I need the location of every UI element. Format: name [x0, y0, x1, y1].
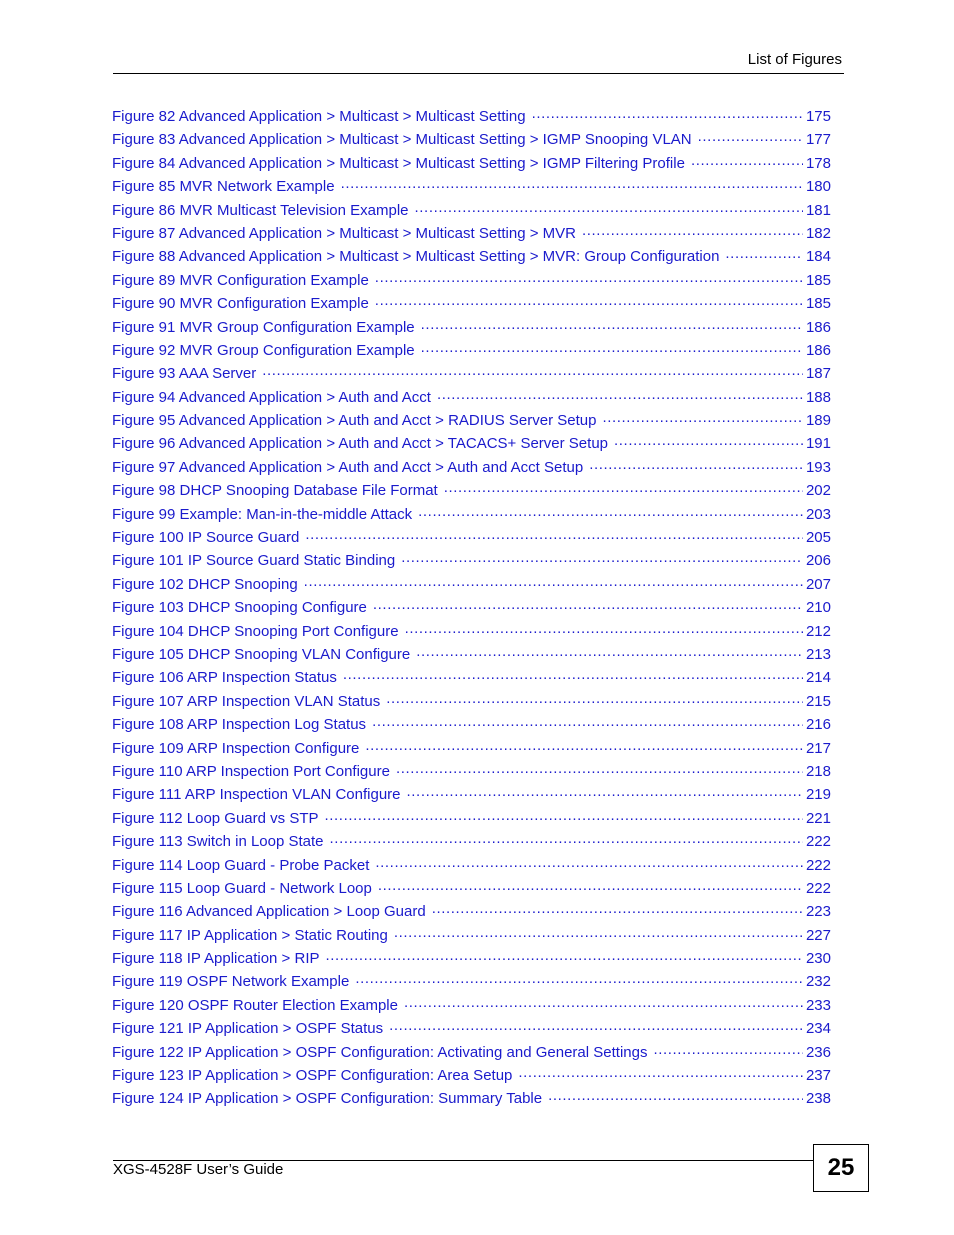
toc-entry-title: Figure 93 AAA Server — [112, 365, 257, 383]
dot-leader — [386, 691, 803, 706]
toc-entry-title: Figure 113 Switch in Loop State — [112, 833, 324, 851]
toc-entry-page: 238 — [805, 1090, 831, 1108]
toc-entry-link[interactable] — [112, 432, 831, 455]
toc-entry-page: 181 — [805, 201, 831, 219]
toc-entry-title: Figure 118 IP Application > RIP — [112, 950, 320, 968]
toc-entry-title: Figure 89 MVR Configuration Example — [112, 271, 369, 289]
toc-entry-link[interactable] — [112, 970, 831, 993]
toc-entry-page: 178 — [805, 154, 831, 172]
dot-leader — [405, 621, 803, 636]
dot-leader — [518, 1065, 803, 1080]
toc-entry-link[interactable] — [112, 105, 831, 128]
toc-entry-link[interactable] — [112, 596, 831, 619]
dot-leader — [330, 831, 803, 846]
dot-leader — [589, 457, 803, 472]
dot-leader — [421, 340, 803, 355]
toc-entry-page: 236 — [805, 1043, 831, 1061]
toc-entry-link[interactable] — [112, 152, 831, 175]
toc-entry-page: 214 — [805, 669, 831, 687]
toc-entry-link[interactable] — [112, 643, 831, 666]
dot-leader — [602, 410, 803, 425]
dot-leader — [401, 550, 803, 565]
toc-entry-title: Figure 86 MVR Multicast Television Example — [112, 201, 409, 219]
toc-entry-link[interactable] — [112, 479, 831, 502]
toc-entry-page: 216 — [805, 716, 831, 734]
toc-entry-title: Figure 112 Loop Guard vs STP — [112, 809, 319, 827]
toc-entry-link[interactable] — [112, 666, 831, 689]
toc-entry-link[interactable] — [112, 783, 831, 806]
toc-entry-title: Figure 102 DHCP Snooping — [112, 575, 298, 593]
toc-entry-page: 175 — [805, 108, 831, 125]
toc-entry-title: Figure 100 IP Source Guard — [112, 529, 300, 547]
toc-entry-title: Figure 104 DHCP Snooping Port Configure — [112, 622, 399, 640]
toc-entry-page: 177 — [805, 131, 831, 149]
toc-entry-page: 218 — [805, 762, 831, 780]
dot-leader — [548, 1088, 803, 1103]
toc-entry-title: Figure 94 Advanced Application > Auth and Acct — [112, 388, 431, 406]
dot-leader — [437, 387, 803, 402]
dot-leader — [614, 433, 803, 448]
dot-leader — [375, 855, 803, 870]
toc-entry-page: 193 — [805, 458, 831, 476]
toc-entry-title: Figure 120 OSPF Router Election Example — [112, 996, 398, 1014]
toc-entry-page: 222 — [805, 856, 831, 874]
toc-entry-title: Figure 115 Loop Guard - Network Loop — [112, 879, 372, 897]
toc-entry-page: 237 — [805, 1067, 831, 1085]
dot-leader — [326, 948, 803, 963]
dot-leader — [725, 246, 803, 261]
toc-entry-link[interactable] — [112, 1017, 831, 1040]
toc-entry-title: Figure 97 Advanced Application > Auth and Acct > Auth and Acct Setup — [112, 458, 584, 476]
dot-leader — [305, 527, 803, 542]
toc-entry-title: Figure 106 ARP Inspection Status — [112, 669, 337, 687]
toc-entry-title: Figure 91 MVR Group Configuration Example — [112, 318, 415, 336]
header-rule — [113, 73, 844, 74]
dot-leader — [653, 1042, 803, 1057]
toc-entry-title: Figure 98 DHCP Snooping Database File Format — [112, 482, 438, 500]
toc-entry-page: 180 — [805, 178, 831, 196]
dot-leader — [304, 574, 803, 589]
dot-leader — [404, 995, 803, 1010]
dot-leader — [325, 808, 803, 823]
toc-entry-link[interactable] — [112, 339, 831, 362]
dot-leader — [373, 597, 803, 612]
toc-entry-title: Figure 96 Advanced Application > Auth and Acct > TACACS+ Server Setup — [112, 435, 609, 453]
toc-entry-link[interactable] — [112, 549, 831, 572]
dot-leader — [365, 738, 803, 753]
dot-leader — [378, 878, 803, 893]
toc-entry-page: 185 — [805, 295, 831, 313]
toc-entry-page: 223 — [805, 903, 831, 921]
toc-entry-page: 186 — [805, 341, 831, 359]
toc-entry-link[interactable] — [112, 199, 831, 222]
toc-entry-page: 233 — [805, 996, 831, 1014]
toc-entry-link[interactable] — [112, 1041, 831, 1064]
toc-entry-page: 215 — [805, 692, 831, 710]
dot-leader — [415, 200, 803, 215]
toc-entry-link[interactable] — [112, 316, 831, 339]
toc-entry-page: 210 — [805, 599, 831, 617]
toc-entry-title: Figure 111 ARP Inspection VLAN Configure — [112, 786, 401, 804]
toc-entry-link[interactable] — [112, 362, 831, 385]
toc-entry-link[interactable] — [112, 222, 831, 245]
dot-leader — [389, 1018, 803, 1033]
page-number-box — [813, 1144, 869, 1192]
toc-entry-title: Figure 84 Advanced Application > Multicast > Multicast Setting > IGMP Filtering Profile — [112, 154, 685, 172]
dot-leader — [341, 176, 803, 191]
dot-leader — [691, 153, 803, 168]
toc-entry-link[interactable] — [112, 1087, 831, 1110]
toc-entry-link[interactable] — [112, 1064, 831, 1087]
toc-entry-title: Figure 82 Advanced Application > Multicast > Multicast Setting — [112, 108, 526, 125]
toc-entry-title: Figure 107 ARP Inspection VLAN Status — [112, 692, 381, 710]
toc-entry-page: 184 — [805, 248, 831, 266]
toc-entry-link[interactable] — [112, 947, 831, 970]
dot-leader — [582, 223, 803, 238]
toc-entry-title: Figure 122 IP Application > OSPF Configuration: Activating and General Settings — [112, 1043, 648, 1061]
toc-entry-link[interactable] — [112, 760, 831, 783]
toc-entry-title: Figure 105 DHCP Snooping VLAN Configure — [112, 645, 411, 663]
toc-entry-link[interactable] — [112, 877, 831, 900]
toc-entry-page: 187 — [805, 365, 831, 383]
toc-entry-page: 182 — [805, 224, 831, 242]
dot-leader — [375, 293, 803, 308]
dot-leader — [421, 317, 803, 332]
toc-entry-link[interactable] — [112, 269, 831, 292]
toc-entry-link[interactable] — [112, 830, 831, 853]
dot-leader — [407, 784, 803, 799]
toc-entry-page: 205 — [805, 529, 831, 547]
toc-entry-page: 232 — [805, 973, 831, 991]
toc-entry-page: 191 — [805, 435, 831, 453]
dot-leader — [432, 901, 803, 916]
toc-entry-link[interactable] — [112, 292, 831, 315]
toc-entry-link[interactable] — [112, 526, 831, 549]
dot-leader — [418, 504, 803, 519]
toc-entry-link[interactable] — [112, 620, 831, 643]
toc-entry-link[interactable] — [112, 175, 831, 198]
toc-entry-page: 186 — [805, 318, 831, 336]
toc-entry-link[interactable] — [112, 713, 831, 736]
toc-entry-page: 230 — [805, 950, 831, 968]
dot-leader — [698, 129, 803, 144]
toc-entry-title: Figure 114 Loop Guard - Probe Packet — [112, 856, 370, 874]
dot-leader — [444, 480, 803, 495]
toc-entry-page: 212 — [805, 622, 831, 640]
toc-entry-title: Figure 109 ARP Inspection Configure — [112, 739, 360, 757]
toc-entry-link[interactable] — [112, 994, 831, 1017]
dot-leader — [394, 925, 803, 940]
dot-leader — [416, 644, 803, 659]
toc-entry-title: Figure 87 Advanced Application > Multicast > Multicast Setting > MVR — [112, 224, 576, 242]
toc-entry-page: 222 — [805, 833, 831, 851]
toc-entry-title: Figure 101 IP Source Guard Static Binding — [112, 552, 396, 570]
toc-entry-page: 222 — [805, 879, 831, 897]
toc-entry-page: 213 — [805, 645, 831, 663]
dot-leader — [532, 106, 803, 121]
toc-entry-title: Figure 123 IP Application > OSPF Configuration: Area Setup — [112, 1067, 513, 1085]
toc-entry-link[interactable] — [112, 128, 831, 151]
toc-entry-page: 206 — [805, 552, 831, 570]
toc-entry-link[interactable] — [112, 807, 831, 830]
toc-entry-title: Figure 90 MVR Configuration Example — [112, 295, 369, 313]
toc-entry-page: 207 — [805, 575, 831, 593]
toc-entry-link[interactable] — [112, 503, 831, 526]
toc-entry-title: Figure 88 Advanced Application > Multicast > Multicast Setting > MVR: Group Configuration — [112, 248, 720, 266]
dot-leader — [262, 363, 803, 378]
toc-entry-title: Figure 121 IP Application > OSPF Status — [112, 1020, 384, 1038]
toc-entry-link[interactable] — [112, 573, 831, 596]
toc-entry-link[interactable] — [112, 854, 831, 877]
toc-entry-page: 189 — [805, 412, 831, 430]
running-header-title: List of Figures — [747, 51, 842, 68]
toc-entry-link[interactable] — [112, 409, 831, 432]
toc-entry-page: 185 — [805, 271, 831, 289]
toc-entry-title: Figure 116 Advanced Application > Loop Guard — [112, 903, 426, 921]
toc-entry-link[interactable] — [112, 690, 831, 713]
toc-entry-page: 203 — [805, 505, 831, 523]
dot-leader — [375, 270, 803, 285]
toc-entry-title: Figure 124 IP Application > OSPF Configuration: Summary Table — [112, 1090, 543, 1108]
toc-entry-title: Figure 103 DHCP Snooping Configure — [112, 599, 367, 617]
toc-entry-title: Figure 83 Advanced Application > Multicast > Multicast Setting > IGMP Snooping VLAN — [112, 131, 692, 149]
dot-leader — [355, 971, 803, 986]
toc-entry-title: Figure 92 MVR Group Configuration Example — [112, 341, 415, 359]
page-number: 25 — [827, 1154, 855, 1181]
dot-leader — [396, 761, 803, 776]
toc-entry-title: Figure 85 MVR Network Example — [112, 178, 335, 196]
dot-leader — [372, 714, 803, 729]
toc-entry-page: 202 — [805, 482, 831, 500]
toc-entry-page: 188 — [805, 388, 831, 406]
toc-entry-link[interactable] — [112, 386, 831, 409]
dot-leader — [343, 667, 803, 682]
toc-entry-link[interactable] — [112, 456, 831, 479]
list-of-figures — [112, 105, 831, 1111]
toc-entry-title: Figure 108 ARP Inspection Log Status — [112, 716, 367, 734]
toc-entry-page: 217 — [805, 739, 831, 757]
toc-entry-link[interactable] — [112, 924, 831, 947]
toc-entry-title: Figure 110 ARP Inspection Port Configure — [112, 762, 390, 780]
footer-guide-title: XGS-4528F User’s Guide — [113, 1161, 284, 1178]
toc-entry-page: 221 — [805, 809, 831, 827]
toc-entry-page: 227 — [805, 926, 831, 944]
toc-entry-link[interactable] — [112, 737, 831, 760]
toc-entry-page: 219 — [805, 786, 831, 804]
toc-entry-title: Figure 119 OSPF Network Example — [112, 973, 350, 991]
toc-entry-link[interactable] — [112, 900, 831, 923]
toc-entry-page: 234 — [805, 1020, 831, 1038]
toc-entry-title: Figure 99 Example: Man-in-the-middle Attack — [112, 505, 413, 523]
toc-entry-link[interactable] — [112, 245, 831, 268]
toc-entry-title: Figure 95 Advanced Application > Auth and Acct > RADIUS Server Setup — [112, 412, 597, 430]
toc-entry-title: Figure 117 IP Application > Static Routing — [112, 926, 388, 944]
